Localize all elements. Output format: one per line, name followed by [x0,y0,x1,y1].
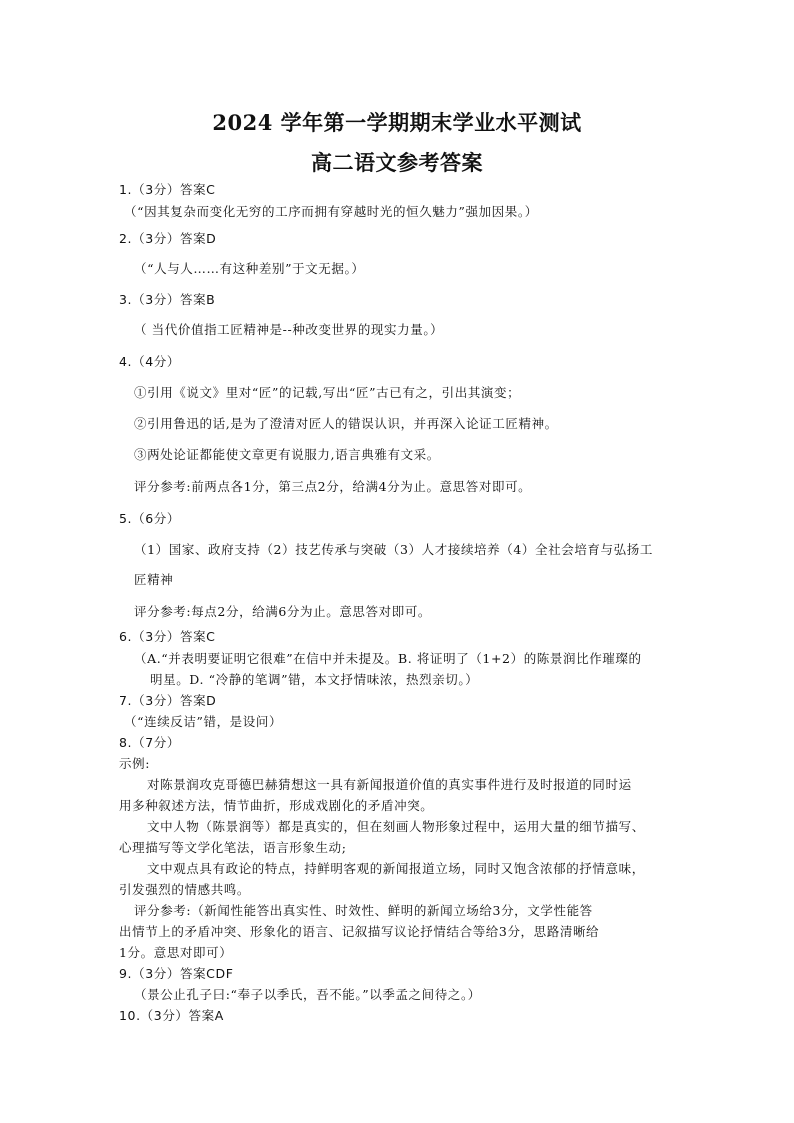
q8-header: 8.（7分） [119,735,180,750]
q10-answer: 10.（3分）答案A [119,1008,224,1023]
q4-scoring: 评分参考:前两点各1分，第三点2分，给满4分为止。意思答对即可。 [134,479,532,494]
q8-para3-line1: 文中观点具有政论的特点，持鲜明客观的新闻报道立场，同时又饱含浓郁的抒情意味， [147,861,645,876]
q7-answer: 7.（3分）答案D [119,693,217,708]
q5-scoring: 评分参考:每点2分，给满6分为止。意思答对即可。 [134,604,432,619]
q1-explanation: （“因其复杂而变化无穷的工序而拥有穿越时光的恒久魅力”强加因果。） [124,204,538,219]
q8-para1-line1: 对陈景润攻克哥德巴赫猜想这一具有新闻报道价值的真实事件进行及时报道的同时运 [147,777,632,792]
q8-para1-line2: 用多种叙述方法，情节曲折，形成戏剧化的矛盾冲突。 [119,798,434,813]
q4-point-1: ①引用《说文》里对“匠”的记载,写出“匠”古已有之，引出其演变； [134,385,521,400]
q8-para3-line2: 引发强烈的情感共鸣。 [119,882,251,897]
q9-explanation: （景公止孔子曰:“奉子以季氏，吾不能。”以季孟之间待之。） [134,987,481,1002]
q6-explanation: （A.“并表明要证明它很难”在信中并未提及。B. 将证明了（1+2）的陈景润比作璀璨的 [134,651,642,666]
q1-answer: 1.（3分）答案C [119,182,216,197]
exam-title: 2024 学年第一学期期末学业水平测试 [212,110,582,135]
answer-key-title: 高二语文参考答案 [311,150,483,175]
q4-point-2: ②引用鲁迅的话,是为了澄清对匠人的错误认识，并再深入论证工匠精神。 [134,416,558,431]
q8-scoring-line2: 出情节上的矛盾冲突、形象化的语言、记叙描写议论抒情结合等给3分，思路清晰给 [119,924,600,939]
q5-header: 5.（6分） [119,511,180,526]
q8-para2-line2: 心理描写等文学化笔法，语言形象生动; [119,840,347,855]
q2-explanation: （“人与人……有这种差别”于文无据。） [134,261,365,276]
q2-answer: 2.（3分）答案D [119,231,217,246]
q8-para2-line1: 文中人物（陈景润等）都是真实的，但在刻画人物形象过程中，运用大量的细节描写、 [147,819,645,834]
q3-answer: 3.（3分）答案B [119,292,216,307]
q6-answer: 6.（3分）答案C [119,629,216,644]
q7-explanation: （“连续反诘”错，是设问） [124,714,283,729]
q5-points-cont: 匠精神 [134,572,174,587]
q3-explanation: （ 当代价值指工匠精神是--种改变世界的现实力量。） [134,322,444,337]
q8-example-label: 示例: [119,756,151,771]
q8-scoring-line3: 1分。意思对即可） [119,945,233,960]
q4-header: 4.（4分） [119,354,180,369]
q9-answer: 9.（3分）答案CDF [119,966,234,981]
q5-points: （1）国家、政府支持（2）技艺传承与突破（3）人才接续培养（4）全社会培育与弘扬工 [134,542,653,557]
q4-point-3: ③两处论证都能使文章更有说服力,语言典雅有文采。 [134,447,440,462]
q8-scoring-line1: 评分参考:（新闻性能答出真实性、时效性、鲜明的新闻立场给3分，文学性能答 [134,903,593,918]
q6-explanation-cont: 明星。D. “冷静的笔调”错，本文抒情味浓，热烈亲切。） [150,672,479,687]
